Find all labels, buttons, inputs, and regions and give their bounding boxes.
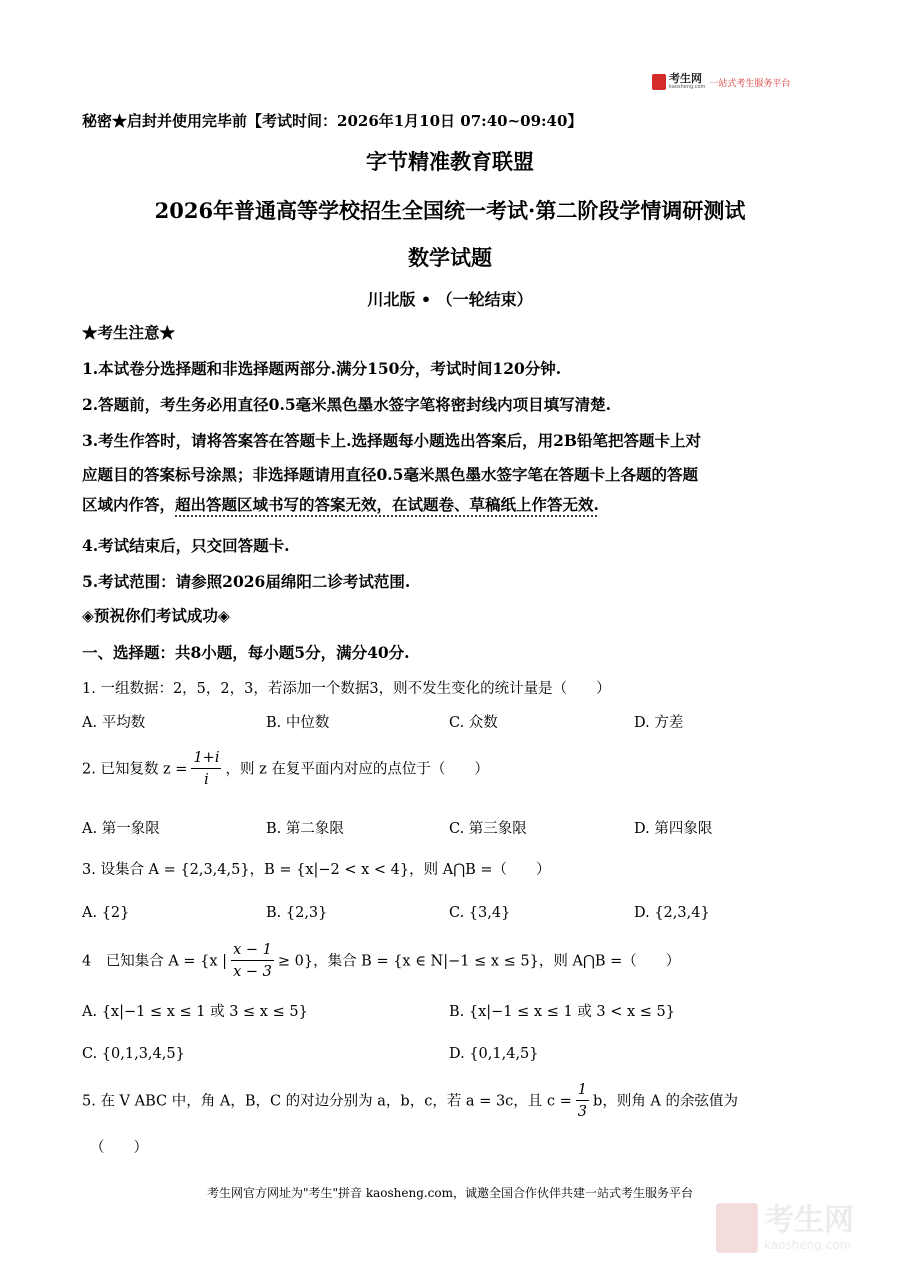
question-5-stem [82, 1080, 738, 1123]
notice-3-line-2: 应题目的答案标号涂黑；非选择题请用直径0.5毫米黑色墨水签字笔在答题卡上各题的答题 [82, 465, 698, 484]
question-2-stem-post: ，则 z 在复平面内对应的点位于（ ） [225, 761, 489, 778]
question-4-option-c: C. {0,1,3,4,5} [82, 1046, 185, 1062]
fraction-denominator: 3 [577, 1104, 588, 1120]
question-2-stem [82, 748, 489, 791]
subject-title: 数学试题 [408, 245, 492, 270]
notice-4: 4.考试结束后，只交回答题卡. [82, 536, 290, 555]
question-4-fraction [231, 940, 274, 983]
question-2-fraction [191, 748, 221, 791]
question-2-option-b: B. 第二象限 [266, 821, 344, 837]
exam-title: 2026年普通高等学校招生全国统一考试·第二阶段学情调研测试 [154, 198, 746, 223]
question-5-answer-paren: （ ） [90, 1140, 148, 1156]
notice-3-line-3 [82, 493, 599, 515]
logo-text-block [669, 74, 705, 90]
notice-3-plain: 区域内作答， [82, 495, 176, 514]
fraction-numerator: 1 [576, 1080, 589, 1101]
fraction-numerator: 1+i [191, 748, 221, 769]
question-1-stem: 1. 一组数据：2，5，2，3，若添加一个数据3，则不发生变化的统计量是（ ） [82, 681, 611, 697]
question-3-option-a: A. {2} [82, 905, 130, 921]
question-4-option-b: B. {x|−1 ≤ x ≤ 1 或 3 < x ≤ 5} [449, 1004, 675, 1020]
notice-heading: ★考生注意★ [82, 323, 176, 342]
notice-3-emphasis: 超出答题区域书写的答案无效，在试题卷、草稿纸上作答无效. [175, 495, 599, 514]
watermark-domain: kaosheng.com [764, 1238, 852, 1252]
question-4-stem-post: ≥ 0}，集合 B = {x ∈ N|−1 ≤ x ≤ 5}，则 A⋂B =（ ） [277, 953, 681, 970]
section-heading: 一、选择题：共8小题，每小题5分，满分40分. [82, 643, 410, 662]
edition-title: 川北版 • （一轮结束） [367, 290, 533, 309]
confidential-line: 秘密★启封并使用完毕前【考试时间：2026年1月10日 07:40~09:40】 [82, 112, 583, 130]
question-4-option-d: D. {0,1,4,5} [449, 1046, 539, 1062]
fraction-denominator: i [204, 772, 209, 788]
org-title: 字节精准教育联盟 [366, 149, 534, 174]
question-3-option-b: B. {2,3} [266, 905, 328, 921]
fraction-denominator: x − 3 [233, 964, 272, 980]
question-3-option-d: D. {2,3,4} [634, 905, 710, 921]
question-2-stem-pre: 2. 已知复数 z = [82, 761, 188, 778]
watermark-text-block [764, 1204, 854, 1252]
logo-domain: kaosheng.com [669, 84, 706, 90]
question-5-fraction [576, 1080, 589, 1123]
question-1-option-b: B. 中位数 [266, 715, 330, 731]
watermark-name: 考生网 [764, 1203, 854, 1238]
question-2-option-a: A. 第一象限 [82, 821, 160, 837]
question-2-option-d: D. 第四象限 [634, 821, 713, 837]
logo-slogan: 一站式考生服务平台 [709, 78, 791, 89]
question-4-stem [82, 940, 680, 983]
watermark [716, 1203, 854, 1253]
question-1-option-c: C. 众数 [449, 715, 498, 731]
watermark-logo-icon [716, 1203, 758, 1253]
notice-5: 5.考试范围：请参照2026届绵阳二诊考试范围. [82, 572, 411, 591]
question-3-stem: 3. 设集合 A = {2,3,4,5}，B = {x|−2 < x < 4}，则 A⋂B =（ ） [82, 862, 551, 878]
question-5-stem-pre: 5. 在 V ABC 中，角 A，B，C 的对边分别为 a，b，c，若 a = 3c，且 c = [82, 1093, 572, 1110]
site-logo[interactable] [652, 74, 790, 90]
logo-name: 考生网 [669, 72, 702, 85]
notice-1: 1.本试卷分选择题和非选择题两部分.满分150分，考试时间120分钟. [82, 359, 562, 378]
logo-icon [652, 74, 666, 90]
question-1-option-d: D. 方差 [634, 715, 684, 731]
question-1-option-a: A. 平均数 [82, 715, 146, 731]
question-5-stem-post: b，则角 A 的余弦值为 [593, 1093, 739, 1110]
wish-line: ◈预祝你们考试成功◈ [82, 606, 230, 625]
question-4-stem-pre: 4 已知集合 A = {x | [82, 953, 228, 970]
fraction-numerator: x − 1 [231, 940, 274, 961]
notice-2: 2.答题前，考生务必用直径0.5毫米黑色墨水签字笔将密封线内项目填写清楚. [82, 395, 612, 414]
notice-3-line-1: 3.考生作答时，请将答案答在答题卡上.选择题每小题选出答案后，用2B铅笔把答题卡上对 [82, 431, 701, 450]
question-2-option-c: C. 第三象限 [449, 821, 527, 837]
question-4-option-a: A. {x|−1 ≤ x ≤ 1 或 3 ≤ x ≤ 5} [82, 1004, 308, 1020]
question-3-option-c: C. {3,4} [449, 905, 511, 921]
footer-text: 考生网官方网址为"考生"拼音 kaosheng.com，诚邀全国合作伙伴共建一站式考生服务平台 [206, 1186, 694, 1200]
